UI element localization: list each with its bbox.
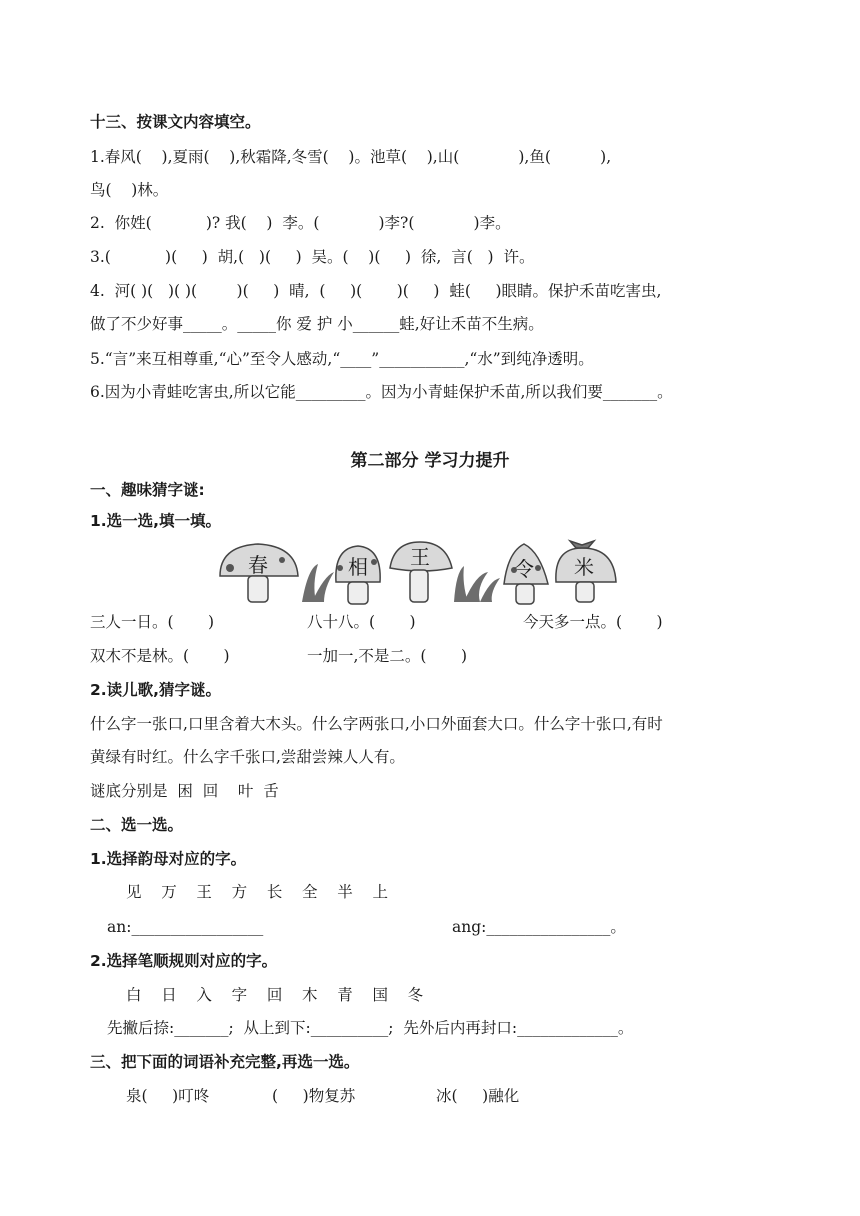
riddle-3: 今天多一点。( ) [523,613,663,631]
song-line-1: 什么字一张口,口里含着大木头。什么字两张口,小口外面套大口。什么字十张口,有时 [90,715,663,733]
riddle-4: 双木不是林。( ) [90,647,230,665]
word-3: 冰( )融化 [436,1087,520,1105]
section13-line-2: 鸟( )林。 [90,181,169,199]
q2-heading: 二、选一选。 [90,816,184,834]
section13-line-3: 2. 你姓( )? 我( ) 李。( )李?( )李。 [90,214,511,232]
q3-heading: 三、把下面的词语补充完整,再选一选。 [90,1053,360,1071]
ang-blank: ang:________________。 [452,918,626,936]
q1-sub1: 1.选一选,填一填。 [90,512,222,530]
riddle-5: 一加一,不是二。( ) [307,647,468,665]
part2-title: 第二部分 学习力提升 [350,451,510,471]
mushroom-char-5: 米 [574,555,594,579]
mushroom-illustration [218,538,618,608]
section13-line-4: 3.( )( ) 胡,( )( ) 吴。( )( ) 徐, 言( ) 许。 [90,248,535,266]
word-2: ( )物复苏 [272,1087,356,1105]
q2-chars-1: 见 万 王 方 长 全 半 上 [126,883,388,901]
section13-heading: 十三、按课文内容填空。 [90,113,261,131]
mushroom-char-2: 相 [348,555,368,579]
mushroom-char-4: 令 [514,557,534,581]
q1-heading: 一、趣味猜字谜: [90,481,205,499]
section13-line-5: 4. 河( )( )( )( )( ) 晴, ( )( )( ) 蛙( )眼睛。保护禾苗吃害虫, [90,282,662,300]
riddle-2: 八十八。( ) [307,613,416,631]
mushroom-char-1: 春 [248,553,268,577]
section13-line-6: 做了不少好事_____。_____你 爱 护 小______蛙,好让禾苗不生病。 [90,315,544,333]
q2-sub1: 1.选择韵母对应的字。 [90,850,247,868]
section13-line-1: 1.春风( ),夏雨( ),秋霜降,冬雪( )。池草( ),山( ),鱼( ), [90,148,612,166]
section13-line-7: 5.“言”来互相尊重,“心”至令人感动,“____”___________,“水”到纯净透明。 [90,350,594,368]
an-blank: an:_________________ [107,918,264,936]
q1-sub2: 2.读儿歌,猜字谜。 [90,681,222,699]
song-line-2: 黄绿有时红。什么字千张口,尝甜尝辣人人有。 [90,748,405,766]
riddle-answer: 谜底分别是 困 回 叶 舌 [90,782,279,800]
q2-sub2: 2.选择笔顺规则对应的字。 [90,952,278,970]
stroke-rules: 先撇后捺:_______; 从上到下:__________; 先外后内再封口:_____________。 [107,1019,634,1037]
mushroom-char-3: 王 [410,545,430,569]
section13-line-8: 6.因为小青蛙吃害虫,所以它能_________。因为小青蛙保护禾苗,所以我们要_______。 [90,383,673,401]
q2-chars-2: 白 日 入 字 回 木 青 国 冬 [126,986,424,1004]
word-1: 泉( )叮咚 [126,1087,210,1105]
riddle-1: 三人一日。( ) [90,613,215,631]
